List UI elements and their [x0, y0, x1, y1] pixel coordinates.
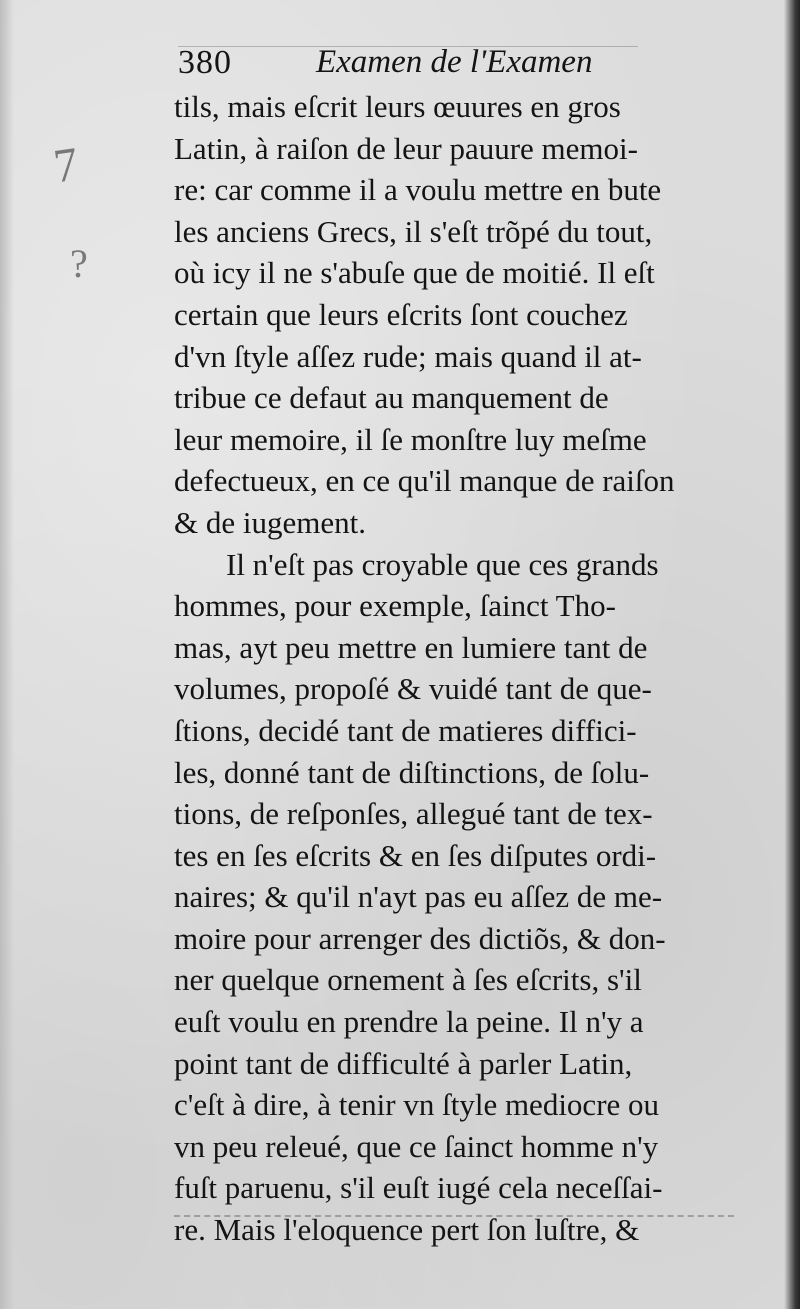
text-line: defectueux, en ce qu'il manque de raiſon: [174, 463, 675, 499]
text-line: c'eſt à dire, à tenir vn ſtyle mediocre ou: [174, 1087, 660, 1123]
text-line: tribue ce defaut au manquement de: [174, 380, 609, 416]
text-line: certain que leurs eſcrits ſont couchez: [174, 296, 628, 332]
page-gutter-shadow: [0, 0, 14, 1309]
text-line: les anciens Grecs, il s'eſt trõpé du tout,: [174, 213, 653, 249]
bottom-rule: [174, 1215, 734, 1218]
paragraph-start-line: Il n'eſt pas croyable que ces grands: [226, 546, 659, 582]
text-line: tes en ſes eſcrits & en ſes diſputes ordi-: [174, 837, 657, 873]
text-line: moire pour arrenger des dictiõs, & don-: [174, 920, 666, 956]
text-line: tils, mais eſcrit leurs œuures en gros: [174, 89, 621, 124]
text-line: euſt voulu en prendre la peine. Il n'y a: [174, 1004, 644, 1040]
text-line: re. Mais l'eloquence pert ſon luſtre, &: [174, 1212, 640, 1248]
text-line: les, donné tant de diſtinctions, de ſolu-: [174, 754, 650, 790]
text-block: [174, 86, 774, 1251]
text-line: vn peu releué, que ce ſainct homme n'y: [174, 1128, 659, 1164]
text-line: tions, de reſponſes, allegué tant de tex-: [174, 796, 653, 832]
text-line: fuſt paruenu, s'il euſt iugé cela neceſſai-: [174, 1170, 663, 1206]
margin-mark-2: ?: [70, 241, 88, 286]
running-head: Examen de l'Examen: [316, 44, 593, 80]
text-line: où icy il ne s'abuſe que de moitié. Il eſt: [174, 255, 655, 291]
text-line: volumes, propoſé & vuidé tant de que-: [174, 671, 652, 707]
text-line: naires; & qu'il n'ayt pas eu aſſez de me-: [174, 879, 663, 915]
text-line: Latin, à raiſon de leur pauure memoi-: [174, 130, 638, 166]
text-line: d'vn ſtyle aſſez rude; mais quand il at-: [174, 338, 642, 374]
text-line: ſtions, decidé tant de matieres diffici-: [174, 712, 637, 748]
text-line: ner quelque ornement à ſes eſcrits, s'il: [174, 962, 642, 998]
text-line: & de iugement.: [174, 504, 366, 540]
text-line: leur memoire, il ſe monſtre luy meſme: [174, 421, 647, 457]
text-line: point tant de difficulté à parler Latin,: [174, 1045, 633, 1081]
page-number: 380: [178, 44, 232, 81]
text-line: re: car comme il a voulu mettre en bute: [174, 172, 662, 208]
page-edge: [784, 0, 800, 1309]
text-line: hommes, pour exemple, ſainct Tho-: [174, 588, 616, 624]
margin-mark-1: 7: [50, 137, 82, 194]
page-header: [178, 44, 658, 90]
text-line: mas, ayt peu mettre en lumiere tant de: [174, 629, 648, 665]
